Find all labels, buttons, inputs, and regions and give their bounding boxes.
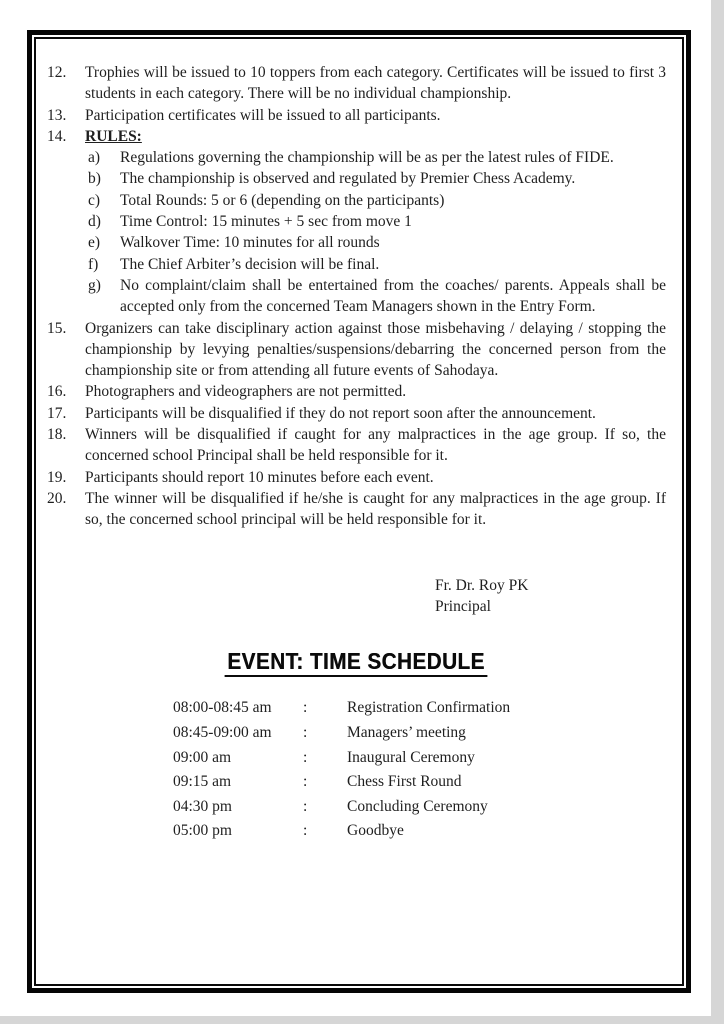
schedule-time: 09:15 am bbox=[173, 773, 232, 791]
schedule-event: Concluding Ceremony bbox=[347, 797, 488, 815]
schedule-separator: : bbox=[303, 724, 308, 742]
subitem-text: Time Control: 15 minutes + 5 sec from move 1 bbox=[120, 213, 412, 231]
schedule-time: 05:00 pm bbox=[173, 822, 232, 840]
schedule-separator: : bbox=[303, 822, 308, 840]
item-number: 12. bbox=[47, 64, 67, 81]
rules-sublist bbox=[47, 147, 666, 317]
item-number: 20. bbox=[47, 489, 67, 507]
schedule-separator: : bbox=[303, 797, 308, 815]
item-number: 18. bbox=[47, 426, 67, 444]
list-item bbox=[47, 381, 666, 402]
schedule-time: 08:45-09:00 am bbox=[173, 724, 272, 742]
schedule-event: Managers’ meeting bbox=[347, 724, 466, 742]
schedule-event: Inaugural Ceremony bbox=[347, 748, 475, 766]
schedule-heading: EVENT: TIME SCHEDULE bbox=[225, 651, 488, 677]
signatory-title: Principal bbox=[435, 597, 491, 615]
page-border-inner bbox=[34, 37, 684, 986]
subitem-letter: d) bbox=[88, 213, 101, 231]
schedule-time: 09:00 am bbox=[173, 748, 232, 766]
schedule-event: Goodbye bbox=[347, 822, 404, 840]
item-number: 14. bbox=[47, 127, 67, 145]
time-schedule bbox=[47, 696, 666, 844]
schedule-event: Registration Confirmation bbox=[347, 699, 511, 717]
schedule-row bbox=[173, 795, 666, 820]
subitem-letter: b) bbox=[88, 170, 101, 188]
item-text: Photographers and videographers are not permitted. bbox=[85, 383, 407, 401]
item-number: 16. bbox=[47, 383, 67, 401]
list-item bbox=[47, 126, 666, 147]
sublist-item bbox=[47, 147, 666, 168]
item-text: Participants should report 10 minutes before each event. bbox=[85, 468, 434, 486]
page-border bbox=[27, 30, 691, 993]
subitem-text: No complaint/claim shall be entertained from the coaches/ parents. Appeals shall be accepted only from the concerned Team Managers shown in the Entry Form. bbox=[120, 276, 666, 316]
item-number: 19. bbox=[47, 468, 67, 486]
schedule-heading-wrap bbox=[47, 648, 666, 677]
item-text: Participation certificates will be issued to all participants. bbox=[85, 106, 441, 124]
schedule-separator: : bbox=[303, 699, 308, 717]
sublist-item bbox=[47, 254, 666, 275]
item-number: 17. bbox=[47, 404, 67, 422]
sublist-item bbox=[47, 232, 666, 253]
list-item bbox=[47, 403, 666, 424]
item-text: The winner will be disqualified if he/she is caught for any malpractices in the age group. If so, the concerned school principal will be held responsible for it. bbox=[85, 489, 666, 529]
schedule-row bbox=[173, 746, 666, 771]
schedule-time: 04:30 pm bbox=[173, 797, 232, 815]
subitem-text: Total Rounds: 5 or 6 (depending on the participants) bbox=[120, 191, 445, 209]
subitem-letter: g) bbox=[88, 276, 101, 294]
schedule-time: 08:00-08:45 am bbox=[173, 699, 272, 717]
list-item bbox=[47, 105, 666, 126]
item-number: 15. bbox=[47, 319, 67, 337]
list-item bbox=[47, 424, 666, 467]
sublist-item bbox=[47, 190, 666, 211]
schedule-row bbox=[173, 770, 666, 795]
subitem-letter: a) bbox=[88, 149, 101, 167]
schedule-separator: : bbox=[303, 773, 308, 791]
subitem-letter: f) bbox=[88, 255, 99, 273]
item-number: 13. bbox=[47, 106, 67, 124]
item-text: Trophies will be issued to 10 toppers from each category. Certificates will be issued to first 3 students in each category. There will be no individual championship. bbox=[85, 64, 666, 103]
page-content bbox=[36, 39, 682, 844]
schedule-separator: : bbox=[303, 748, 308, 766]
schedule-event: Chess First Round bbox=[347, 773, 462, 791]
item-text: Organizers can take disciplinary action against those misbehaving / delaying / stopping the championship by levying penalties/suspensions/debarring the concerned person from the championship site or from attending all future events of Sahodaya. bbox=[85, 319, 666, 380]
rules-heading: RULES: bbox=[85, 127, 142, 145]
subitem-letter: e) bbox=[88, 234, 101, 252]
sublist-item bbox=[47, 211, 666, 232]
sublist-item bbox=[47, 168, 666, 189]
list-item bbox=[47, 467, 666, 488]
sublist-item bbox=[47, 275, 666, 318]
list-item bbox=[47, 318, 666, 382]
schedule-row bbox=[173, 721, 666, 746]
subitem-text: Regulations governing the championship will be as per the latest rules of FIDE. bbox=[120, 149, 614, 167]
subitem-letter: c) bbox=[88, 191, 101, 209]
signature-block bbox=[435, 575, 666, 618]
item-text: Participants will be disqualified if they do not report soon after the announcement. bbox=[85, 404, 596, 422]
schedule-row bbox=[173, 819, 666, 844]
numbered-list bbox=[47, 62, 666, 531]
subitem-text: The championship is observed and regulated by Premier Chess Academy. bbox=[120, 170, 576, 188]
subitem-text: The Chief Arbiter’s decision will be final. bbox=[120, 255, 380, 273]
list-item bbox=[47, 62, 666, 105]
item-text: Winners will be disqualified if caught for any malpractices in the age group. If so, the concerned school Principal shall be held responsible for it. bbox=[85, 426, 666, 465]
subitem-text: Walkover Time: 10 minutes for all rounds bbox=[120, 234, 380, 252]
signatory-name: Fr. Dr. Roy PK bbox=[435, 576, 529, 594]
list-item bbox=[47, 488, 666, 531]
schedule-row bbox=[173, 696, 666, 721]
